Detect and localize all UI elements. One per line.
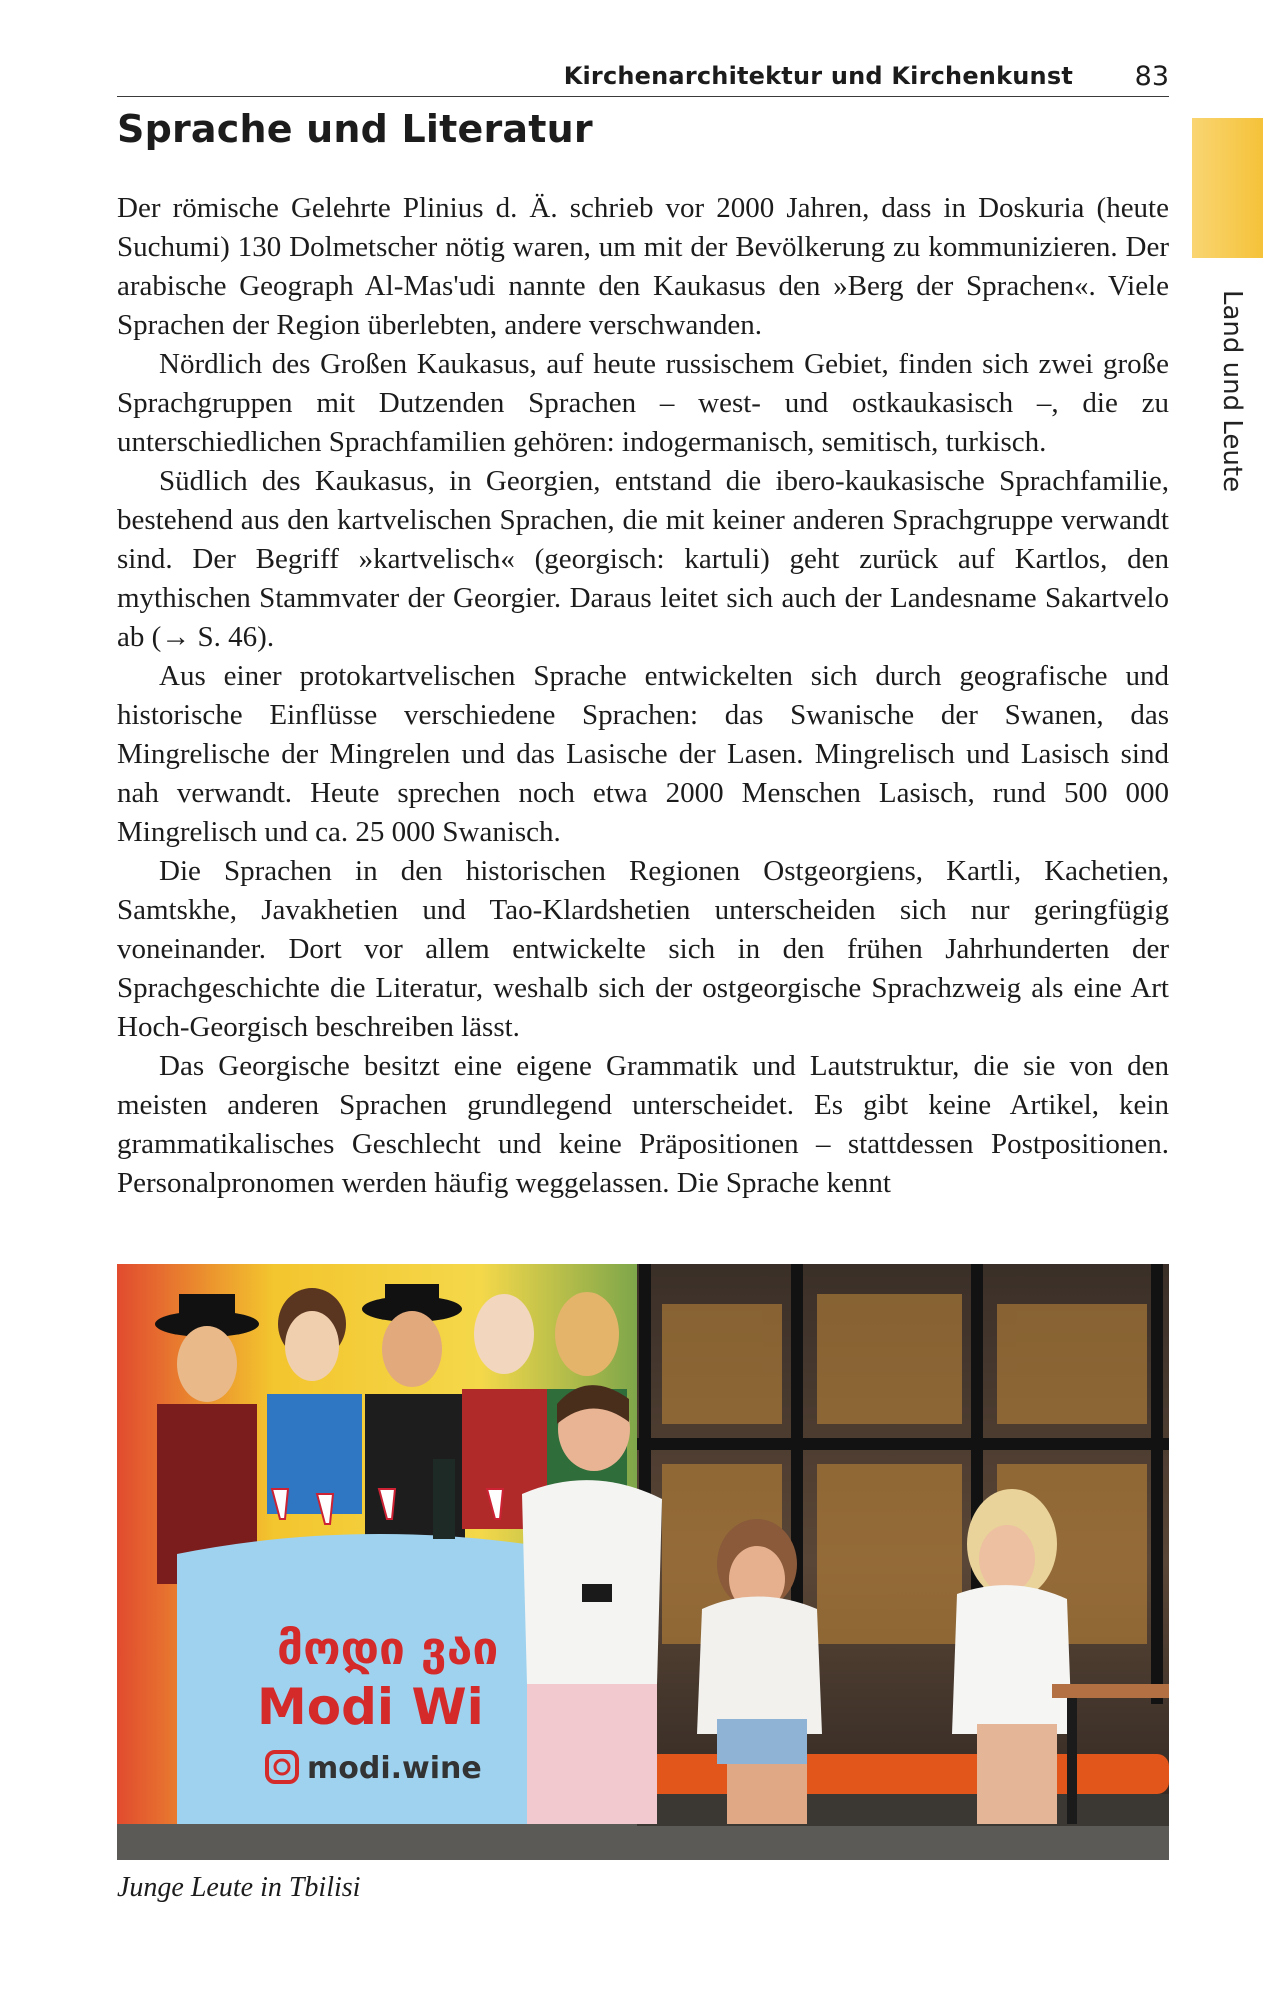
page-number: 83 — [1134, 61, 1169, 92]
chapter-title: Sprache und Literatur — [117, 107, 593, 151]
paragraph: Nördlich des Großen Kaukasus, auf heute russischem Gebiet, finden sich zwei große Sprachgruppen mit Dutzenden Sprachen – west- und ostkaukasisch –, die zu unterschiedlichen Sprachfamilien gehören: indogermanisch, semitisch, turkisch. — [117, 348, 1169, 458]
running-head — [117, 56, 1169, 97]
mural-latin-text: Modi Wi — [257, 1678, 484, 1736]
body-text — [117, 189, 1169, 1203]
photo-caption: Junge Leute in Tbilisi — [117, 1872, 361, 1903]
running-head-section: Kirchenarchitektur und Kirchenkunst — [563, 62, 1073, 90]
thumb-index-tab — [1192, 118, 1263, 258]
paragraph: Der römische Gelehrte Plinius d. Ä. schrieb vor 2000 Jahren, dass in Doskuria (heute Suchumi) 130 Dolmetscher nötig waren, um mit der Bevölkerung zu kommunizieren. Der arabische Geograph Al-Mas'udi nannte den Kaukasus den »Berg der Sprachen«. Viele Sprachen der Region überlebten, andere verschwanden. — [117, 192, 1169, 341]
paragraph: Das Georgische besitzt eine eigene Grammatik und Lautstruktur, die sie von den meisten anderen Sprachen grundlegend unterscheidet. Es gibt keine Artikel, kein grammatikalisches Geschlecht und keine Präpositionen – stattdessen Postpositionen. Personalpronomen werden häufig weggelassen. Die Sprache kennt — [117, 1050, 1169, 1199]
street-photo — [117, 1264, 1169, 1860]
paragraph: Südlich des Kaukasus, in Georgien, entstand die ibero-kaukasische Sprachfamilie, bestehend aus den kartvelischen Sprachen, die mit keiner anderen Sprachgruppe verwandt sind. Der Begriff »kartvelisch« (georgisch: kartuli) geht zurück auf Kartlos, den mythischen Stammvater der Georgier. Daraus leitet sich auch der Landesname Sakartvelo ab (→ S. 46). — [117, 465, 1169, 653]
thumb-index-label: Land und Leute — [1217, 290, 1247, 493]
paragraph: Aus einer protokartvelischen Sprache entwickelten sich durch geografische und historische Einflüsse verschiedene Sprachen: das Swanische der Swanen, das Mingrelische der Mingrelen und das Lasische der Lasen. Mingrelisch und Lasisch sind nah verwandt. Heute sprechen noch etwa 2000 Menschen Lasisch, rund 500 000 Mingrelisch und ca. 25 000 Swanisch. — [117, 660, 1169, 848]
street-photo-illustration — [117, 1264, 1169, 1860]
paragraph: Die Sprachen in den historischen Regionen Ostgeorgiens, Kartli, Kachetien, Samtskhe, Javakhetien und Tao-Klardshetien unterscheiden sich nur geringfügig voneinander. Dort vor allem entwickelte sich in den frühen Jahrhunderten der Sprachgeschichte die Literatur, weshalb sich der ostgeorgische Sprachzweig als eine Art Hoch-Georgisch beschreiben lässt. — [117, 855, 1169, 1043]
mural-georgian-text: მოდი ვაი — [277, 1621, 499, 1675]
mural-handle-text: modi.wine — [307, 1751, 482, 1786]
